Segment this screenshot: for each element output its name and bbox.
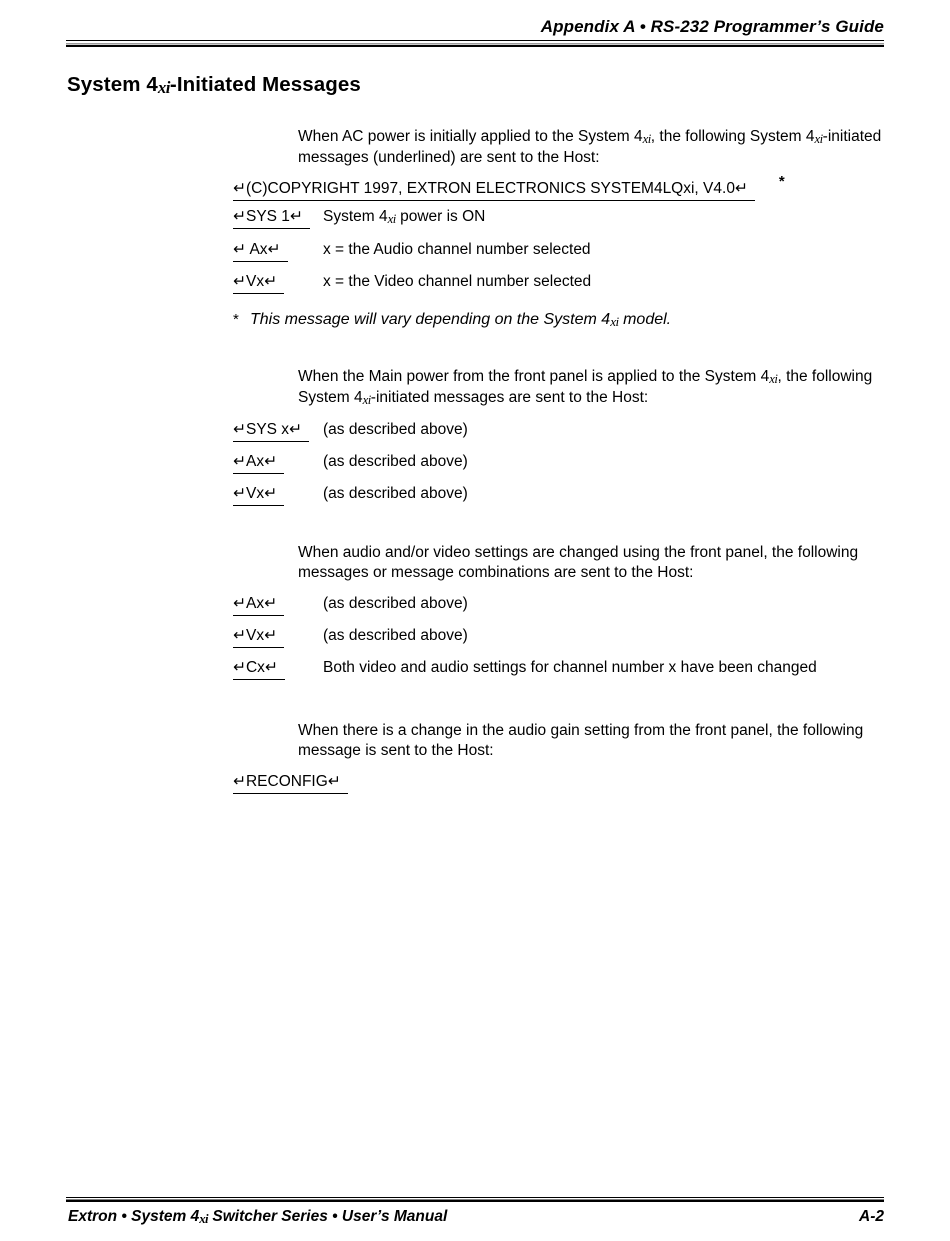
message-description: (as described above) — [323, 421, 468, 438]
page-footer — [66, 1197, 884, 1226]
message-row — [233, 594, 910, 617]
message-row — [233, 626, 910, 649]
footnote-text: This message will vary depending on the System 4xi model. — [250, 311, 672, 329]
message-code-cell — [233, 272, 323, 291]
message-row — [233, 452, 910, 475]
message-description: x = the Video channel number selected — [323, 273, 592, 290]
message-description: (as described above) — [323, 485, 468, 502]
section-intro: When audio and/or video settings are changed using the front panel, the following messages or message combinations are sent to the Host: — [298, 544, 859, 581]
message-code: ↵(C)COPYRIGHT 1997, EXTRON ELECTRONICS SYSTEM4LQxi, V4.0↵ — [233, 180, 755, 201]
message-code-cell — [233, 594, 323, 613]
footnote — [233, 310, 884, 330]
message-code-cell — [233, 772, 348, 791]
message-code-cell — [233, 452, 323, 471]
footnote-star: * — [778, 173, 785, 190]
section-intro: When AC power is initially applied to the System 4xi, the following System 4xi-initiated messages (underlined) are sent to the Host: — [298, 128, 882, 166]
message-row — [233, 658, 910, 681]
page-header — [0, 0, 950, 47]
header-rule — [66, 43, 884, 47]
message-description: Both video and audio settings for channel number x have been changed — [323, 659, 817, 676]
message-code-cell — [233, 658, 323, 677]
message-row — [233, 272, 910, 295]
message-code: ↵Ax↵ — [233, 595, 284, 616]
footnote-marker: * — [233, 311, 239, 328]
section-settings-changed — [0, 543, 950, 681]
message-description: (as described above) — [323, 627, 468, 644]
message-row — [233, 484, 910, 507]
message-code-cell — [233, 207, 323, 226]
section-ac-power — [0, 127, 950, 330]
section-audio-gain — [0, 721, 950, 791]
message-code: ↵Vx↵ — [233, 273, 284, 294]
message-row — [233, 772, 910, 791]
footer-manual-title: Extron • System 4xi Switcher Series • User’s Manual — [68, 1208, 448, 1226]
message-code: ↵Vx↵ — [233, 485, 284, 506]
message-code-cell — [233, 173, 785, 198]
message-code-cell — [233, 420, 323, 439]
section-main-power — [0, 367, 950, 507]
message-code: ↵RECONFIG↵ — [233, 773, 348, 794]
footer-page-number: A-2 — [859, 1208, 884, 1225]
message-code: ↵ Ax↵ — [233, 241, 288, 262]
message-description: System 4xi power is ON — [323, 208, 486, 226]
message-row — [233, 240, 910, 263]
message-code: ↵Vx↵ — [233, 627, 284, 648]
message-code-cell — [233, 240, 323, 259]
section-intro: When there is a change in the audio gain setting from the front panel, the following message is sent to the Host: — [298, 722, 864, 759]
header-title: Appendix A • RS-232 Programmer’s Guide — [66, 17, 884, 41]
message-row — [233, 420, 910, 443]
message-code-cell — [233, 484, 323, 503]
section-intro: When the Main power from the front panel is applied to the System 4xi, the following System 4xi-initiated messages are sent to the Host: — [298, 368, 873, 407]
page-title: System 4xi-Initiated Messages — [67, 73, 361, 97]
message-row — [233, 173, 910, 198]
message-description: x = the Audio channel number selected — [323, 241, 591, 258]
message-code: ↵SYS 1↵ — [233, 208, 310, 229]
message-code: ↵SYS x↵ — [233, 421, 309, 442]
message-code-cell — [233, 626, 323, 645]
footer-row — [66, 1208, 884, 1226]
message-description: (as described above) — [323, 453, 468, 470]
message-row — [233, 207, 910, 231]
message-code: ↵Ax↵ — [233, 453, 284, 474]
message-description: (as described above) — [323, 595, 468, 612]
message-code: ↵Cx↵ — [233, 659, 285, 680]
footer-rule — [66, 1197, 884, 1202]
